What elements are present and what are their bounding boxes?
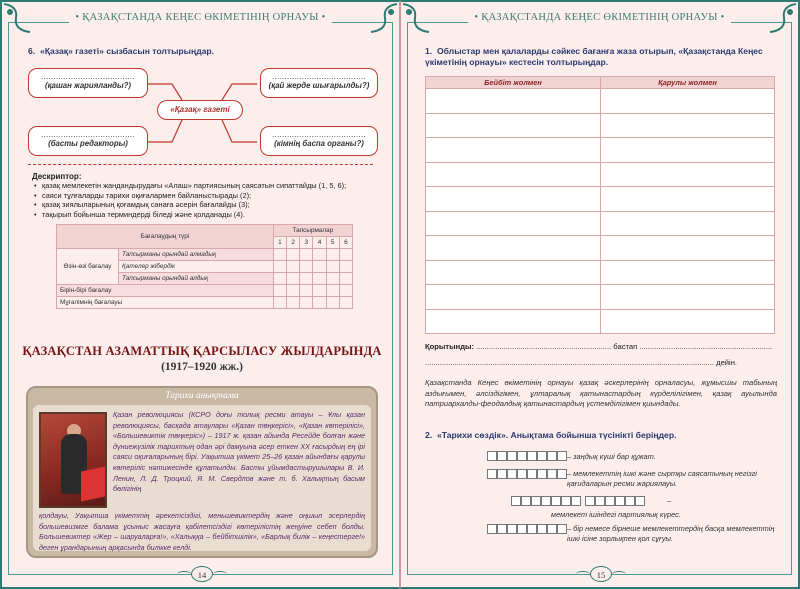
table-cell[interactable] (601, 138, 775, 163)
table-cell[interactable] (426, 236, 601, 261)
table-cell[interactable] (426, 260, 601, 285)
grade-cell[interactable] (300, 249, 313, 261)
right-page: • ҚАЗАҚСТАНДА КЕҢЕС ӨКІМЕТІНІҢ ОРНАУЫ • 1. Облыстар мен қалаларды сәйкес бағанға жаза отырып, «Қазақстанда Кеңес үкіметінің орнауы» кестесін толтырыңдар. Бейбіт жолмен Қарулы жолмен Қорытынды: ................................................................ бастап ............................................................... ......................................................................................................................................... дейін. Қазақстанда Кеңес өкіметінің орнауы қазақ әскерлерінің орналасуы, жұмысшы табының аздығымен, әлсіздігімен, ұлтаралық қатынастардың күрделілігімен, қазақ ауылында патриархалды-феодалдық қатынастардың үстемділігімен қиындады. 2. «Тарихи сөздік». Анықтама бойынша түсінікті беріңдер. – заңдық күші бар құжат. – мемлекеттің ішкі және сыртқы саясатының негізгі қағидаларын ресми жариялауы. – мемлекет ішіндегі партиялық күрес. – бір немесе бірнеше мемлекеттердің басқа мемлекеттің ішкі ісіне зорлықпен қол сұғуы. 15 (400, 0, 800, 589)
grade-cell[interactable] (313, 261, 326, 273)
grade-cell[interactable] (273, 261, 286, 273)
grade-cell[interactable] (300, 297, 313, 309)
column-peaceful: Бейбіт жолмен (426, 77, 601, 89)
grade-cell[interactable] (339, 297, 352, 309)
diagram-node-editor[interactable]: ...................................... (басты редакторы) (28, 126, 148, 156)
section-title: ҚАЗАҚСТАН АЗАМАТТЫҚ ҚАРСЫЛАСУ ЖЫЛДАРЫНДА (22, 344, 382, 358)
column-armed: Қарулы жолмен (601, 77, 775, 89)
table-cell[interactable] (601, 113, 775, 138)
grade-cell[interactable] (300, 285, 313, 297)
table-cell[interactable] (426, 162, 601, 187)
table-cell[interactable] (601, 89, 775, 114)
table-cell[interactable] (426, 89, 601, 114)
task-text: «Қазақ» газеті» сызбасын толтырыңдар. (39, 46, 215, 56)
task-number: 1. (425, 46, 433, 56)
grade-cell[interactable] (326, 273, 339, 285)
history-title: Тарихи анықтама (165, 391, 239, 401)
diagram-node-date[interactable]: ...................................... (қашан жарияланды?) (28, 68, 148, 98)
task-text: «Тарихи сөздік». Анықтама бойынша түсінікті беріңдер. (436, 430, 677, 440)
descriptor-item: • қазақ мемлекетін жандандырудағы «Алаш» партиясының саясатын сипаттайды (1, 5, 6); (32, 181, 382, 190)
conclusion-line[interactable]: ......................................................................................................................................... дейін. (425, 358, 738, 367)
lenin-poster-image (39, 412, 107, 508)
task-col-number: 5 (326, 237, 339, 249)
letter-boxes[interactable] (487, 469, 567, 479)
task-col-number: 4 (313, 237, 326, 249)
history-text-continued: қолдауы, Уақытша үкіметтің әрекетсіздігі, меньшевиктердің және оңшыл эсерлердің большевизмге балама ұсыныс жасауға қабілетсіздігі көтерілістің жеңуіне себеп болды. Большевиктер «Жер – шаруаларға!», «Халыққа – бейбітшілік», «Барлық билік – кеңестерге!» деген ұрандарының арқасында билікке келді. (39, 511, 365, 552)
grade-cell[interactable] (326, 261, 339, 273)
table-cell[interactable] (601, 236, 775, 261)
descriptor-title: Дескриптор: (32, 172, 82, 181)
glossary-definition: – бір немесе бірнеше мемлекеттердің басқа мемлекеттің ішкі ісіне зорлықпен қол сұғуы. (567, 524, 775, 543)
grade-cell[interactable] (287, 273, 300, 285)
task-1-title (425, 46, 777, 68)
grade-cell[interactable] (273, 297, 286, 309)
history-reference-box (26, 386, 378, 558)
assessment-type-header: Бағалаудың түрі (57, 225, 274, 249)
task-col-number: 2 (287, 237, 300, 249)
task-number: 6. (28, 46, 36, 56)
grade-cell[interactable] (300, 273, 313, 285)
table-cell[interactable] (601, 260, 775, 285)
grade-cell[interactable] (273, 285, 286, 297)
header-title: ҚАЗАҚСТАНДА КЕҢЕС ӨКІМЕТІНІҢ ОРНАУЫ (82, 12, 319, 23)
letter-boxes[interactable] (511, 496, 645, 506)
task-number: 2. (425, 430, 433, 440)
grade-cell[interactable] (287, 249, 300, 261)
header-title: ҚАЗАҚСТАНДА КЕҢЕС ӨКІМЕТІНІҢ ОРНАУЫ (481, 12, 718, 23)
diagram-node-place[interactable]: ...................................... (қай жерде шығарылды?) (260, 68, 378, 98)
task-text: Облыстар мен қалаларды сәйкес бағанға жаза отырып, «Қазақстанда Кеңес үкіметінің орнауы» кестесін толтырыңдар. (425, 46, 763, 67)
self-row-label: Тапсырманы орындай алмадық (119, 249, 274, 261)
grade-cell[interactable] (339, 249, 352, 261)
tasks-header: Тапсырмалар (273, 225, 352, 237)
grade-cell[interactable] (273, 249, 286, 261)
peer-assessment-label: Бірін-бірі бағалау (57, 285, 274, 297)
table-cell[interactable] (426, 138, 601, 163)
task-col-number: 1 (273, 237, 286, 249)
explanation-paragraph: Қазақстанда Кеңес өкіметінің орнауы қазақ әскерлерінің орналасуы, жұмысшы табының аздығымен, әлсіздігімен, ұлтаралық қатынастардың күрделілігімен, қазақ ауылында патриархалды-феодалдық қатынастардың үстемділігімен қиындады. (425, 378, 777, 409)
letter-boxes[interactable] (487, 451, 567, 461)
page-number: 15 (576, 565, 626, 585)
diagram-center-node: «Қазақ» газеті (157, 100, 243, 120)
grade-cell[interactable] (287, 297, 300, 309)
self-row-label: Тапсырманы орындай алдық (119, 273, 274, 285)
diagram-node-organ[interactable]: ...................................... (кімнің баспа органы?) (260, 126, 378, 156)
self-row-label: Қателер жібердік (119, 261, 274, 273)
table-cell[interactable] (601, 285, 775, 310)
page-number: 14 (177, 565, 227, 585)
soviet-power-table (425, 76, 775, 334)
grade-cell[interactable] (287, 261, 300, 273)
page-header: • ҚАЗАҚСТАНДА КЕҢЕС ӨКІМЕТІНІҢ ОРНАУЫ • (2, 4, 399, 26)
glossary-definition: – заңдық күші бар құжат. (567, 452, 656, 461)
letter-boxes[interactable] (487, 524, 567, 534)
conclusion-line[interactable]: Қорытынды: ................................................................ бастап ............................................................... (425, 342, 773, 351)
grade-cell[interactable] (339, 273, 352, 285)
glossary-definition: мемлекет ішіндегі партиялық күрес. (551, 510, 681, 519)
table-cell[interactable] (601, 162, 775, 187)
section-years: (1917–1920 жж.) (161, 361, 243, 373)
grade-cell[interactable] (273, 273, 286, 285)
table-cell[interactable] (426, 285, 601, 310)
teacher-assessment-label: Мұғалімнің бағалауы (57, 297, 274, 309)
descriptor-item: • тақырып бойынша терминдерді біледі және қолданады (4). (32, 210, 382, 219)
grade-cell[interactable] (300, 261, 313, 273)
task-col-number: 3 (300, 237, 313, 249)
grade-cell[interactable] (313, 285, 326, 297)
table-cell[interactable] (601, 309, 775, 334)
descriptor-item: • қазақ зиялыларының қоғамдық санаға әсерін бағалайды (3); (32, 200, 382, 209)
table-cell[interactable] (601, 187, 775, 212)
grade-cell[interactable] (339, 261, 352, 273)
grade-cell[interactable] (287, 285, 300, 297)
descriptor-item: • саяси тұлғаларды тарихи оқиғалармен байланыстырады (2); (32, 191, 382, 200)
task-2-title (425, 430, 676, 440)
table-cell[interactable] (601, 211, 775, 236)
grade-cell[interactable] (326, 249, 339, 261)
task-col-number: 6 (339, 237, 352, 249)
glossary-definition: – мемлекеттің ішкі және сыртқы саясатының негізгі қағидаларын ресми жариялауы. (567, 469, 757, 488)
divider (28, 164, 373, 165)
conclusion-label: Қорытынды: (425, 342, 475, 351)
table-cell[interactable] (426, 211, 601, 236)
table-cell[interactable] (426, 113, 601, 138)
self-assessment-label: Өзін-өзі бағалау (57, 249, 119, 285)
descriptor (32, 172, 382, 219)
grade-cell[interactable] (326, 285, 339, 297)
table-cell[interactable] (426, 187, 601, 212)
grade-cell[interactable] (313, 297, 326, 309)
table-cell[interactable] (426, 309, 601, 334)
page-header: • ҚАЗАҚСТАНДА КЕҢЕС ӨКІМЕТІНІҢ ОРНАУЫ • (401, 4, 798, 26)
grade-cell[interactable] (326, 297, 339, 309)
grade-cell[interactable] (339, 285, 352, 297)
grade-cell[interactable] (313, 249, 326, 261)
assessment-table (56, 224, 353, 309)
history-text: Қазан революциясы (КСРО доғы толық ресми атауы – Ұлы қазан революциясы, басқада атаулары «Қазан төңкерісі», «Қазан көтерілісі», «Большевиктік төңкеріс») – 1917 ж. қазан айында Ресейде болған және дүниежүзілік тарихтың одан әрі дамуына әсер еткен XX ғасырдың ең ірі саяси оқиғаларының бірі. Уақытша үкімет 25–26 қазан айындағы қарулы көтеріліс нәтижесінде құлатылды. Басты ұйымдастырушылары В. И. Ленин, Л. Д. Троцкий, Я. М. Свердлов және т. б. Халықтың басым бөлігінің (113, 410, 365, 494)
grade-cell[interactable] (313, 273, 326, 285)
